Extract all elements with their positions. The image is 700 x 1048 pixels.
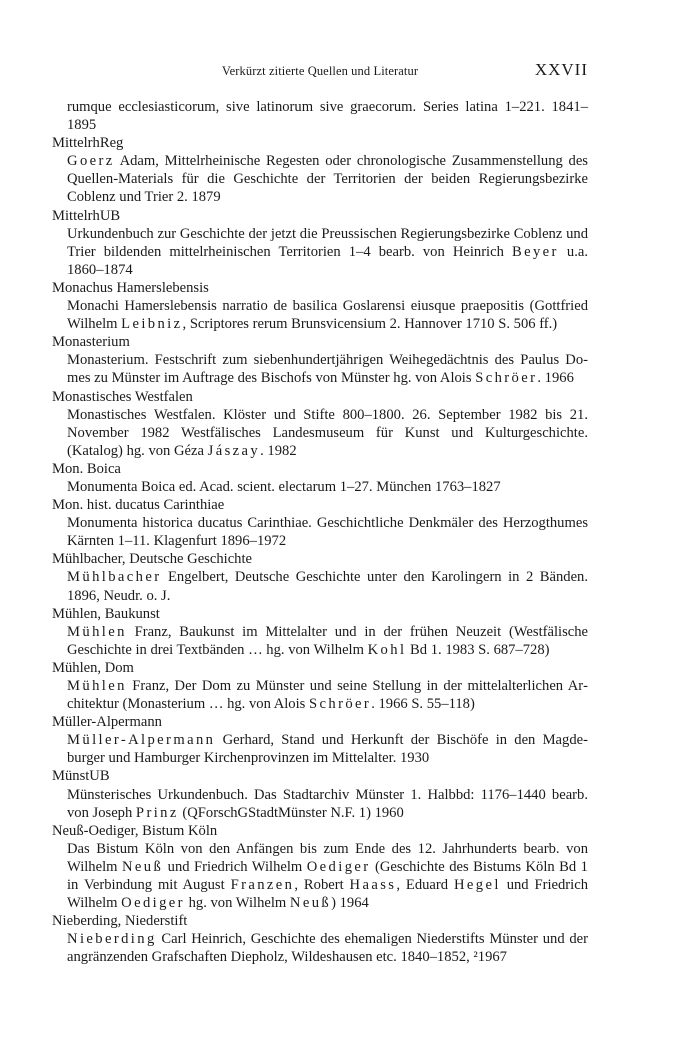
bibliography-entry	[52, 460, 588, 496]
citation-text: Bd 1. 1983 S. 687–728)	[406, 641, 550, 658]
entry-abbreviation: Mühlbacher, Deutsche Geschichte	[52, 551, 253, 568]
author-name: Mühlen	[67, 678, 127, 694]
entry-citation	[52, 568, 588, 604]
citation-text: (Geschichte des Bistums Köln Bd 1 in Verbindung mit August	[67, 858, 588, 894]
author-name: Oediger	[121, 895, 185, 912]
entry-abbreviation: Neuß-Oediger, Bistum Köln	[52, 822, 218, 839]
entry-citation	[52, 225, 588, 279]
entry-abbreviation: MittelrhUB	[52, 207, 121, 224]
running-header	[52, 62, 588, 82]
bibliography-entry	[52, 279, 588, 333]
author-name: Haass	[349, 877, 397, 894]
entry-citation	[52, 152, 588, 206]
bibliography-list	[52, 98, 588, 967]
citation-text: u.a. 1860–1874	[67, 243, 588, 278]
entry-abbreviation: MünstUB	[52, 768, 110, 785]
citation-text: ) 1964	[331, 895, 369, 912]
author-name: Prinz	[135, 804, 179, 821]
author-name: Franzen	[230, 877, 295, 894]
entry-citation	[52, 840, 588, 912]
author-name: Beyer	[511, 243, 559, 260]
author-name: Neuß	[121, 858, 164, 875]
author-name: Kohl	[367, 641, 407, 658]
entry-citation	[52, 478, 588, 496]
citation-text: , Eduard	[396, 877, 454, 894]
citation-text: und Friedrich Wilhelm	[67, 877, 588, 912]
entry-abbreviation: Mon. Boica	[52, 460, 121, 477]
bibliography-entry	[52, 333, 588, 387]
author-name: Jászay	[207, 442, 261, 459]
entry-abbreviation: MittelrhReg	[52, 135, 124, 152]
bibliography-entry	[52, 496, 588, 550]
entry-abbreviation: Müller-Alpermann	[52, 714, 162, 731]
citation-text: hg. von Wilhelm	[184, 895, 290, 912]
citation-text: Adam, Mittelrheinische Regesten oder chronologische Zusammenstellung des Quellen-Materials für die Geschichte der Territorien der beiden Regierungsbezirke Coblenz und Trier 2. 1879	[67, 153, 588, 206]
entry-abbreviation: Nieberding, Niederstift	[52, 913, 188, 930]
entry-citation	[52, 677, 588, 713]
author-name: Schröer	[475, 370, 538, 387]
bibliography-entry	[52, 659, 588, 713]
author-name: Oediger	[306, 858, 371, 875]
citation-text: Monumenta historica ducatus Carinthiae. Geschichtliche Denkmäler des Herzogthumes Kärnten 1–11. Klagenfurt 1896–1972	[67, 515, 588, 550]
citation-text: Urkundenbuch zur Geschichte der jetzt die Preussischen Regierungsbezirke Coblenz und Trier bildenden mittelrheinischen Territorien 1–4 bearb. von Heinrich	[67, 225, 588, 260]
author-name: Hegel	[453, 877, 501, 894]
citation-text: Gerhard, Stand und Herkunft der Bischöfe in den Magdeburger und Hamburger Kirchenprovinzen im Mittelalter. 1930	[67, 732, 588, 767]
entry-abbreviation: Mühlen, Dom	[52, 659, 134, 676]
entry-abbreviation: Mon. hist. ducatus Carinthiae	[52, 497, 225, 514]
author-name: Schröer	[309, 696, 372, 713]
citation-text: , Robert	[294, 877, 350, 894]
citation-text: und Friedrich Wilhelm	[163, 858, 307, 875]
citation-text: . 1982	[260, 442, 297, 459]
citation-text: , Scriptores rerum Brunsvicensium 2. Hannover 1710 S. 506 ff.)	[182, 316, 558, 333]
author-name: Leibniz	[121, 316, 183, 333]
citation-text: . 1966 S. 55–118)	[371, 696, 475, 713]
bibliography-entry	[52, 207, 588, 279]
entry-citation	[52, 623, 588, 659]
entry-citation	[52, 731, 588, 767]
bibliography-entry	[52, 822, 588, 912]
citation-text: Carl Heinrich, Geschichte des ehemaligen Niederstifts Münster und der angränzenden Grafschaften Diepholz, Wildeshausen etc. 1840–1852, ²1967	[67, 931, 588, 966]
bibliography-entry	[52, 713, 588, 767]
citation-text: Franz, Baukunst im Mittelalter und in der frühen Neuzeit (Westfälische Geschichte in drei Textbänden … hg. von Wilhelm	[67, 623, 588, 658]
bibliography-entry	[52, 388, 588, 460]
entry-citation	[52, 297, 588, 333]
author-name: Goerz	[67, 153, 115, 170]
author-name: Neuß	[289, 895, 332, 912]
citation-text: . 1966	[537, 370, 574, 387]
bibliography-entry	[52, 767, 588, 821]
bibliography-entry	[52, 134, 588, 206]
citation-text: Monumenta Boica ed. Acad. scient. electarum 1–27. München 1763–1827	[67, 478, 501, 495]
entry-abbreviation: Monachus Hamerslebensis	[52, 279, 209, 296]
citation-text: (QForschGStadtMünster N.F. 1) 1960	[178, 804, 404, 821]
citation-text: Monastisches Westfalen. Klöster und Stifte 800–1800. 26. September 1982 bis 21. November 1982 Westfälisches Landesmuseum für Kunst und Kulturgeschichte. (Katalog) hg. von Géza	[67, 406, 588, 459]
entry-citation	[52, 514, 588, 550]
entry-citation	[52, 351, 588, 387]
entry-citation	[52, 786, 588, 822]
bibliography-entry	[52, 550, 588, 604]
entry-abbreviation: Monasterium	[52, 334, 130, 351]
author-name: Müller-Alpermann	[67, 732, 216, 749]
citation-text: Monachi Hamerslebensis narratio de basilica Goslarensi eiusque praepositis (Gottfried Wilhelm	[67, 298, 588, 333]
running-title: Verkürzt zitierte Quellen und Literatur	[221, 64, 419, 78]
citation-text: Münsterisches Urkundenbuch. Das Stadtarchiv Münster 1. Halbbd: 1176–1440 bearb. von Joseph	[67, 786, 588, 821]
author-name: Mühlbacher	[67, 569, 162, 586]
entry-citation	[52, 406, 588, 460]
page-number: XXVII	[534, 60, 588, 79]
author-name: Mühlen	[67, 623, 127, 640]
citation-text: Das Bistum Köln von den Anfängen bis zum Ende des 12. Jahrhunderts bearb. von Wilhelm	[67, 840, 588, 875]
entry-abbreviation: Monastisches Westfalen	[52, 388, 193, 405]
author-name: Nieberding	[67, 931, 157, 948]
citation-text: Engelbert, Deutsche Geschichte unter den Karolingern in 2 Bänden. 1896, Neudr. o. J.	[67, 569, 588, 604]
continuation-text: rumque ecclesiasticorum, sive latinorum sive graecorum. Series latina 1–221. 1841–1895	[67, 99, 588, 134]
entry-citation	[52, 930, 588, 966]
entry-abbreviation: Mühlen, Baukunst	[52, 605, 160, 622]
citation-text: Monasterium. Festschrift zum siebenhundertjährigen Weihegedächtnis des Paulus Domes zu Münster im Auftrage des Bischofs von Münster hg. von Alois	[67, 352, 588, 387]
bibliography-entry	[52, 605, 588, 659]
citation-text: Franz, Der Dom zu Münster und seine Stellung in der mittelalterlichen Architektur (Monasterium … hg. von Alois	[67, 678, 588, 713]
bibliography-entry	[52, 912, 588, 966]
